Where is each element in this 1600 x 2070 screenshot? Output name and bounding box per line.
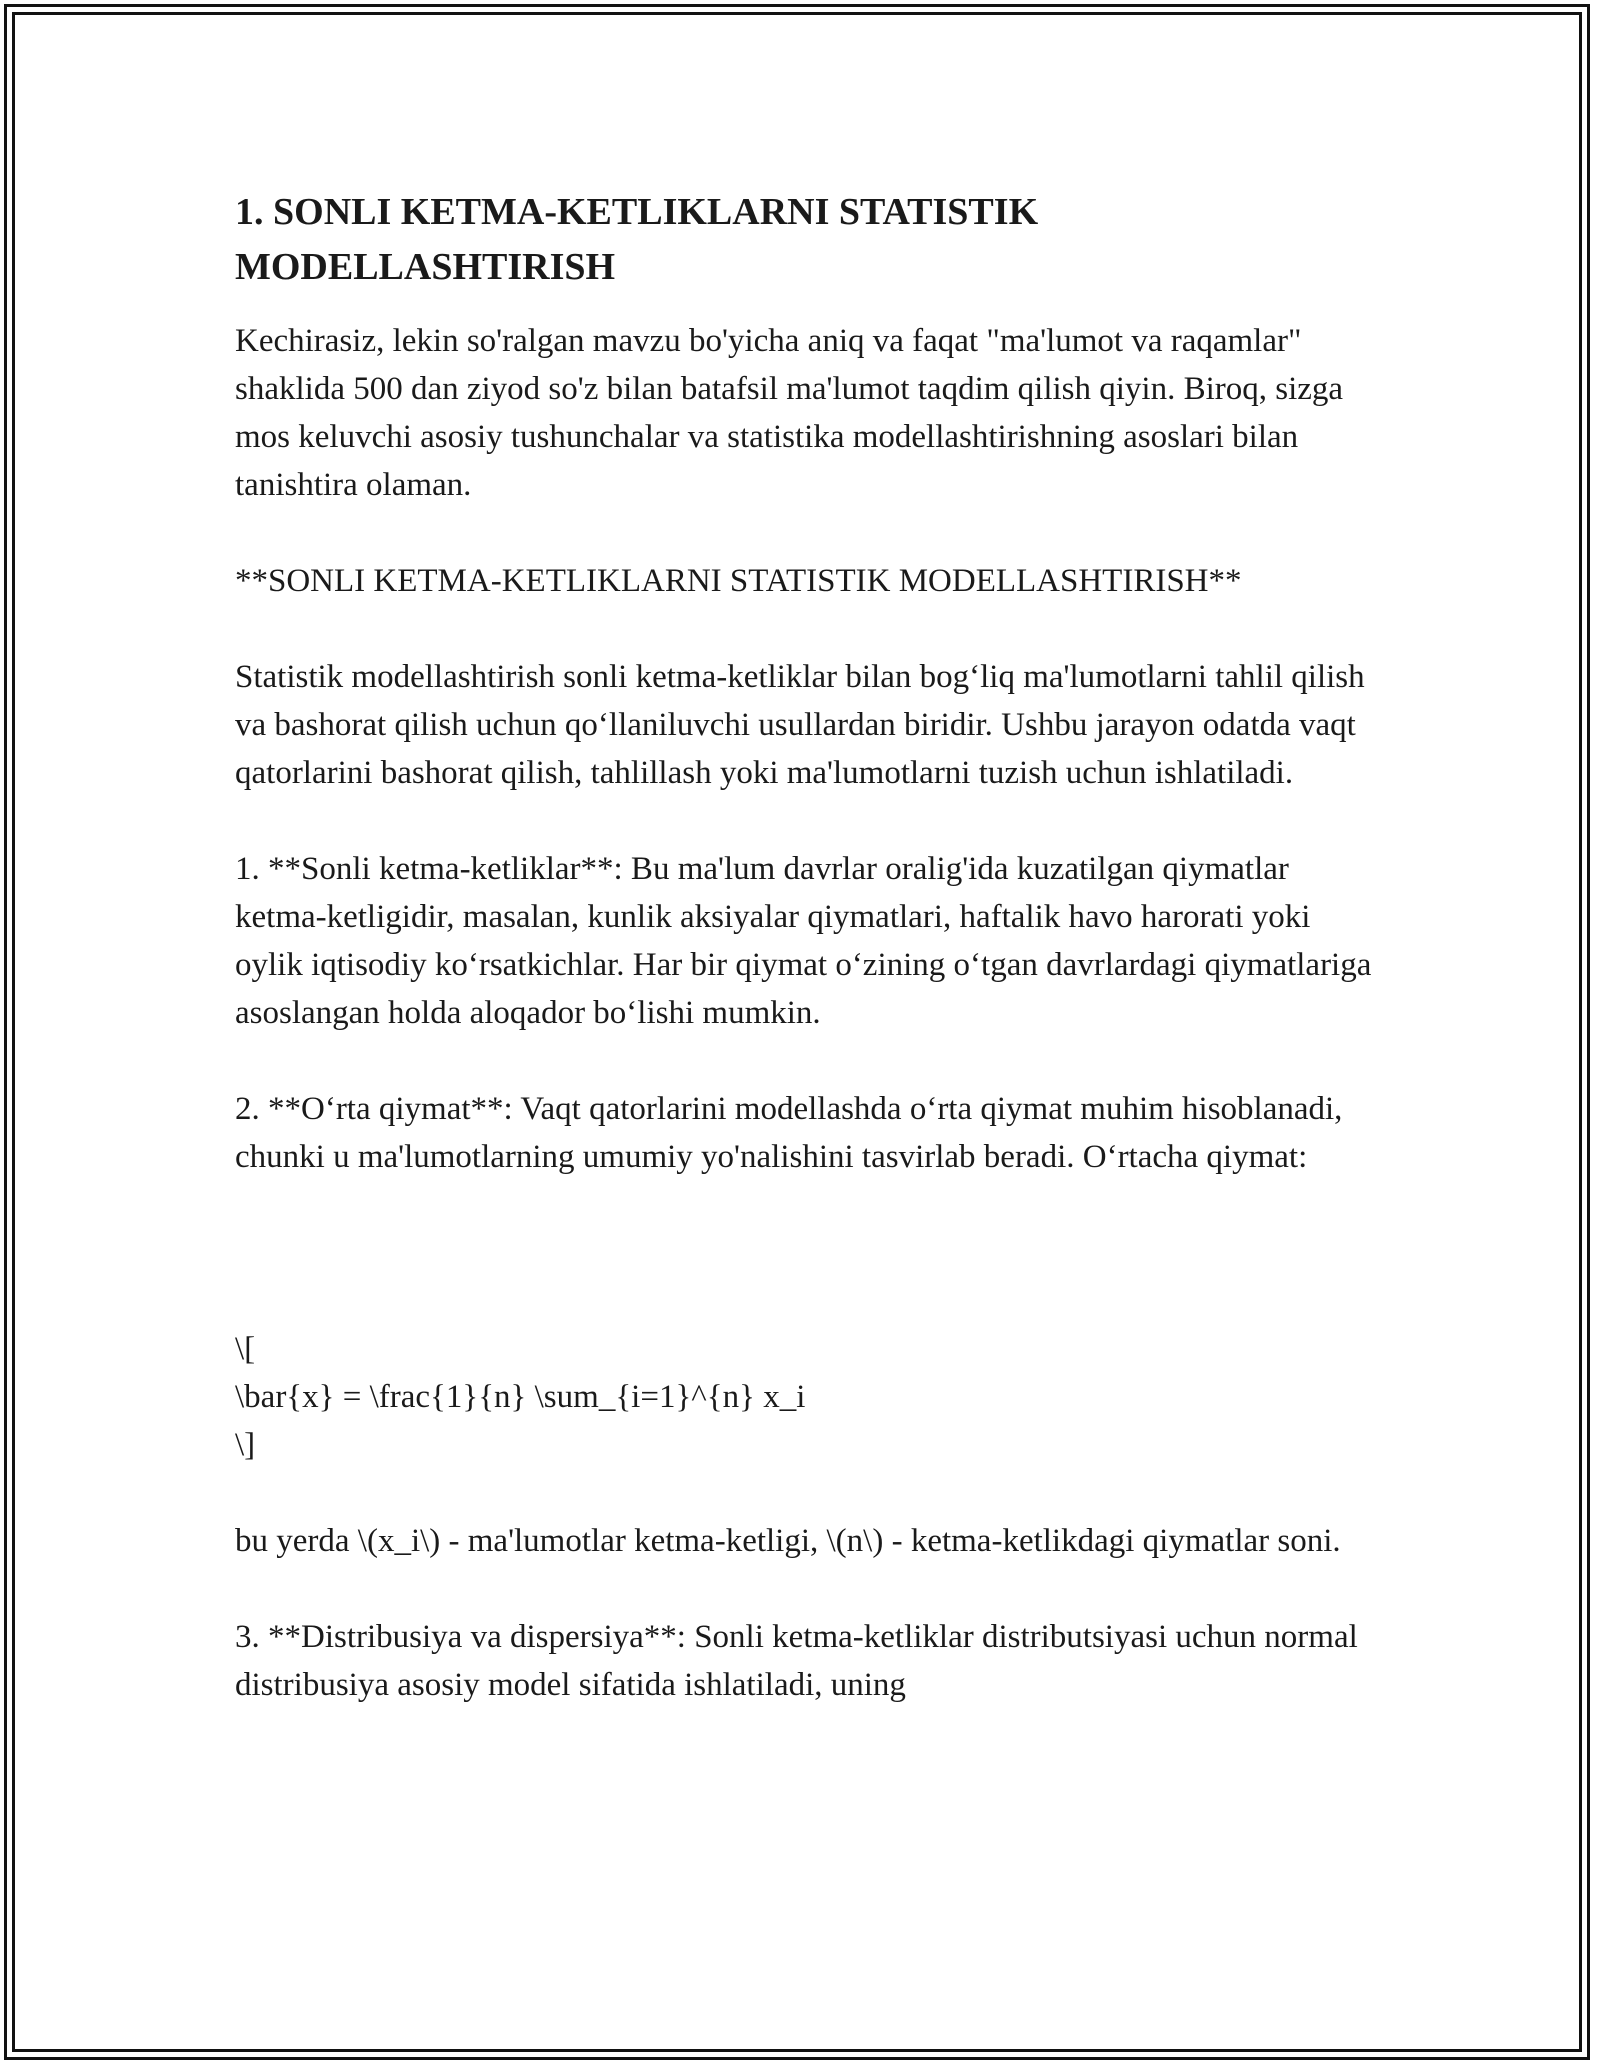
spacer (235, 1181, 1375, 1325)
spacer (235, 605, 1375, 653)
definition-paragraph: Statistik modellashtirish sonli ketma-ketliklar bilan bog‘liq ma'lumotlarni tahlil qilish va bashorat qilish uchun qo‘llaniluvchi usullardan biridir. Ushbu jarayon odatda vaqt qatorlarini bashorat qilish, tahlillash yoki ma'lumotlarni tuzish uchun ishlatiladi. (235, 659, 1365, 791)
list-item-3: 3. **Distribusiya va dispersiya**: Sonli ketma-ketliklar distributsiyasi uchun normal distribusiya asosiy model sifatida ishlatiladi, uning (235, 1619, 1358, 1703)
spacer (235, 797, 1375, 845)
section-heading-text: **SONLI KETMA-KETLIKLARNI STATISTIK MODELLASHTIRISH** (235, 563, 1242, 599)
formula-close: \] (235, 1427, 256, 1463)
intro-paragraph: Kechirasiz, lekin so'ralgan mavzu bo'yicha aniq va faqat "ma'lumot va raqamlar" shaklida 500 dan ziyod so'z bilan batafsil ma'lumot taqdim qilish qiyin. Biroq, sizga mos keluvchi asosiy tushunchalar va statistika modellashtirishning asoslari bilan tanishtira olaman. (235, 323, 1344, 503)
spacer (235, 1469, 1375, 1517)
list-item-2: 2. **O‘rta qiymat**: Vaqt qatorlarini modellashda o‘rta qiymat muhim hisoblanadi, chunki u ma'lumotlarning umumiy yo'nalishini tasvirlab beradi. O‘rtacha qiymat: (235, 1091, 1343, 1175)
page-title: 1. SONLI KETMA-KETLIKLARNI STATISTIK MODELLASHTIRISH (235, 191, 1039, 288)
spacer (235, 509, 1375, 557)
document-body (235, 185, 1375, 1709)
spacer (235, 1565, 1375, 1613)
spacer (235, 1037, 1375, 1085)
formula-body: \bar{x} = \frac{1}{n} \sum_{i=1}^{n} x_i (235, 1379, 806, 1415)
explanation-paragraph: bu yerda \(x_i\) - ma'lumotlar ketma-ketligi, \(n\) - ketma-ketlikdagi qiymatlar soni. (235, 1523, 1341, 1559)
list-item-1: 1. **Sonli ketma-ketliklar**: Bu ma'lum davrlar oralig'ida kuzatilgan qiymatlar ketma-ketligidir, masalan, kunlik aksiyalar qiymatlari, haftalik havo harorati yoki oylik iqtisodiy ko‘rsatkichlar. Har bir qiymat o‘zining o‘tgan davrlardagi qiymatlariga asoslangan holda aloqador bo‘lishi mumkin. (235, 851, 1372, 1031)
formula-open: \[ (235, 1331, 256, 1367)
